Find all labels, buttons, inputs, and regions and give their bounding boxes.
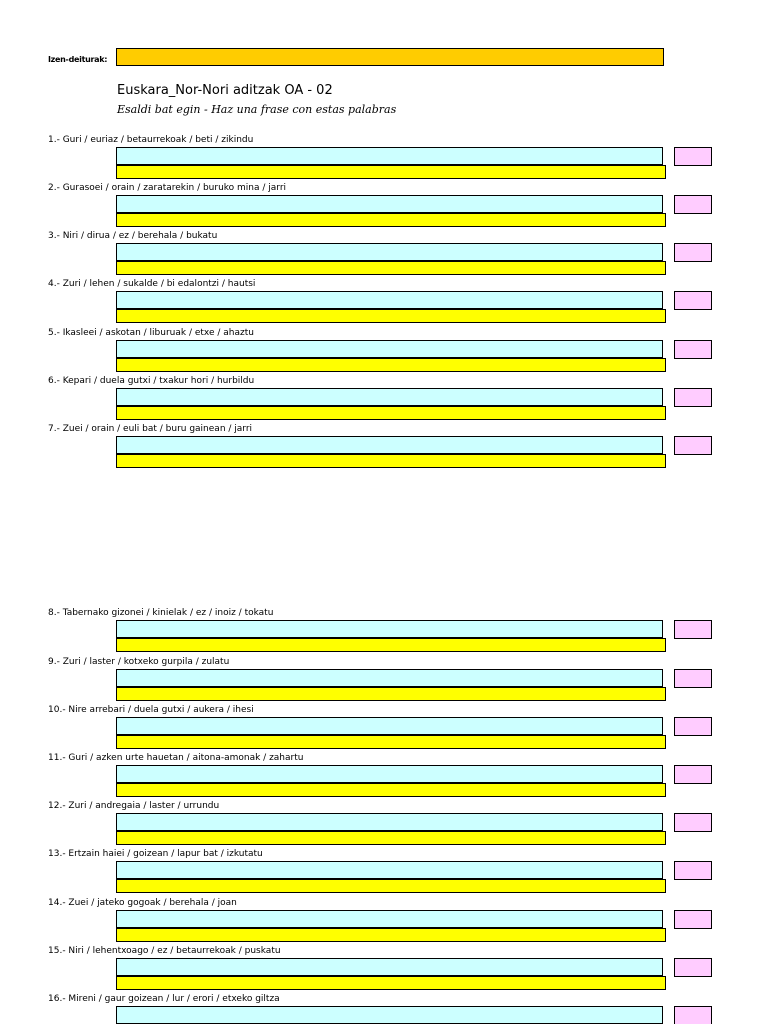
answer-input[interactable] <box>116 813 663 831</box>
answer-input[interactable] <box>116 765 663 783</box>
answer-input[interactable] <box>116 861 663 879</box>
exercise-prompt: 11.- Guri / azken urte hauetan / aitona-amonak / zahartu <box>48 753 304 763</box>
exercise-prompt: 1.- Guri / euriaz / betaurrekoak / beti / zikindu <box>48 135 254 145</box>
answer-underline-field[interactable] <box>116 783 666 797</box>
exercise-row-3 <box>0 231 768 279</box>
page-title: Euskara_Nor-Nori aditzak OA - 02 <box>117 83 333 98</box>
exercise-prompt: 4.- Zuri / lehen / sukalde / bi edalontzi / hautsi <box>48 279 256 289</box>
answer-input[interactable] <box>116 717 663 735</box>
name-label: Izen-deiturak: <box>48 55 108 64</box>
answer-input[interactable] <box>116 291 663 309</box>
exercise-row-9 <box>0 657 768 705</box>
exercise-row-4 <box>0 279 768 327</box>
exercise-prompt: 2.- Gurasoei / orain / zaratarekin / buruko mina / jarri <box>48 183 287 193</box>
exercise-prompt: 5.- Ikasleei / askotan / liburuak / etxe / ahaztu <box>48 328 254 338</box>
answer-underline-field[interactable] <box>116 309 666 323</box>
score-box[interactable] <box>674 861 712 880</box>
answer-underline-field[interactable] <box>116 261 666 275</box>
answer-underline-field[interactable] <box>116 879 666 893</box>
exercise-row-11 <box>0 753 768 801</box>
score-box[interactable] <box>674 195 712 214</box>
exercise-row-8 <box>0 608 768 656</box>
answer-input[interactable] <box>116 147 663 165</box>
answer-underline-field[interactable] <box>116 831 666 845</box>
exercise-prompt: 14.- Zuei / jateko gogoak / berehala / joan <box>48 898 237 908</box>
score-box[interactable] <box>674 669 712 688</box>
exercise-row-12 <box>0 801 768 849</box>
exercise-prompt: 8.- Tabernako gizonei / kinielak / ez / inoiz / tokatu <box>48 608 274 618</box>
score-box[interactable] <box>674 291 712 310</box>
exercise-row-14 <box>0 898 768 946</box>
exercise-prompt: 10.- Nire arrebari / duela gutxi / aukera / ihesi <box>48 705 254 715</box>
answer-underline-field[interactable] <box>116 358 666 372</box>
exercise-row-5 <box>0 328 768 376</box>
answer-input[interactable] <box>116 669 663 687</box>
answer-input[interactable] <box>116 195 663 213</box>
answer-underline-field[interactable] <box>116 687 666 701</box>
name-field[interactable] <box>116 48 664 66</box>
exercise-prompt: 12.- Zuri / andregaia / laster / urrundu <box>48 801 220 811</box>
score-box[interactable] <box>674 958 712 977</box>
exercise-row-15 <box>0 946 768 994</box>
answer-input[interactable] <box>116 958 663 976</box>
answer-underline-field[interactable] <box>116 976 666 990</box>
score-box[interactable] <box>674 436 712 455</box>
score-box[interactable] <box>674 1006 712 1024</box>
exercise-prompt: 9.- Zuri / laster / kotxeko gurpila / zulatu <box>48 657 230 667</box>
exercise-row-1 <box>0 135 768 183</box>
answer-input[interactable] <box>116 243 663 261</box>
answer-underline-field[interactable] <box>116 213 666 227</box>
answer-underline-field[interactable] <box>116 454 666 468</box>
exercise-prompt: 6.- Kepari / duela gutxi / txakur hori / hurbildu <box>48 376 255 386</box>
exercise-row-6 <box>0 376 768 424</box>
exercise-prompt: 16.- Mireni / gaur goizean / lur / erori / etxeko giltza <box>48 994 280 1004</box>
answer-underline-field[interactable] <box>116 638 666 652</box>
answer-underline-field[interactable] <box>116 928 666 942</box>
score-box[interactable] <box>674 243 712 262</box>
exercise-row-13 <box>0 849 768 897</box>
exercise-prompt: 13.- Ertzain haiei / goizean / lapur bat / izkutatu <box>48 849 263 859</box>
score-box[interactable] <box>674 910 712 929</box>
exercise-prompt: 15.- Niri / lehentxoago / ez / betaurrekoak / puskatu <box>48 946 281 956</box>
page-subtitle: Esaldi bat egin - Haz una frase con estas palabras <box>117 103 397 116</box>
answer-input[interactable] <box>116 1006 663 1024</box>
score-box[interactable] <box>674 765 712 784</box>
score-box[interactable] <box>674 620 712 639</box>
score-box[interactable] <box>674 813 712 832</box>
answer-input[interactable] <box>116 910 663 928</box>
exercise-row-10 <box>0 705 768 753</box>
answer-input[interactable] <box>116 620 663 638</box>
score-box[interactable] <box>674 147 712 166</box>
answer-underline-field[interactable] <box>116 406 666 420</box>
answer-underline-field[interactable] <box>116 735 666 749</box>
score-box[interactable] <box>674 717 712 736</box>
exercise-row-7 <box>0 424 768 472</box>
exercise-prompt: 3.- Niri / dirua / ez / berehala / bukatu <box>48 231 218 241</box>
answer-input[interactable] <box>116 436 663 454</box>
answer-input[interactable] <box>116 388 663 406</box>
exercise-row-2 <box>0 183 768 231</box>
exercise-prompt: 7.- Zuei / orain / euli bat / buru gainean / jarri <box>48 424 253 434</box>
answer-underline-field[interactable] <box>116 165 666 179</box>
score-box[interactable] <box>674 340 712 359</box>
answer-input[interactable] <box>116 340 663 358</box>
score-box[interactable] <box>674 388 712 407</box>
exercise-row-16 <box>0 994 768 1024</box>
